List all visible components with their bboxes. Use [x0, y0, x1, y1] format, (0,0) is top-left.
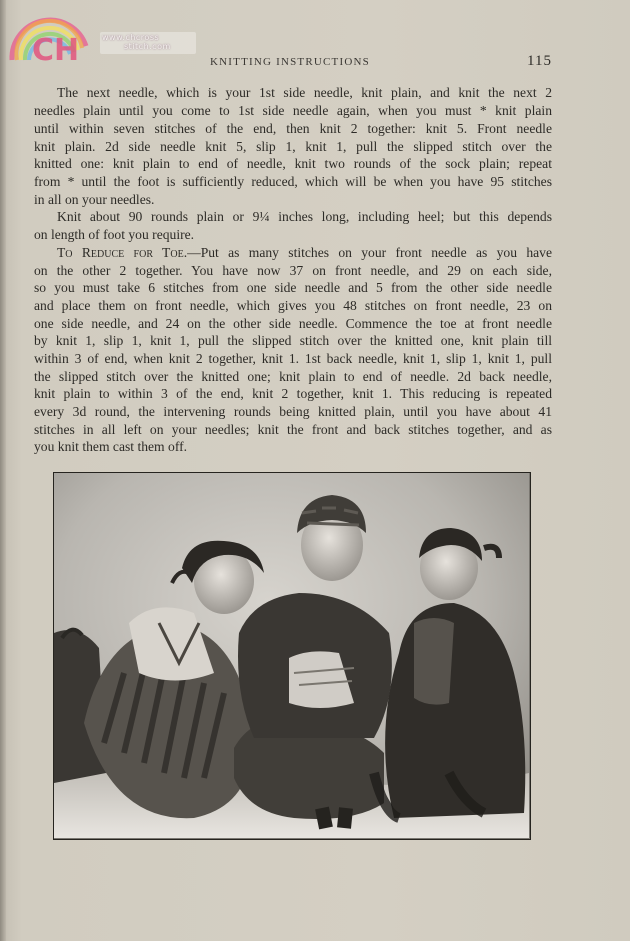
- body-line: in all on your needles.: [34, 192, 155, 207]
- body-line: by knit 1, slip 1, knit 1, pull the slipped stitch over the knitted one, knit plain till: [34, 333, 552, 348]
- body-line: Knit about 90 rounds plain or 9¼ inches long, including heel; but this depends: [57, 209, 552, 224]
- watermark-url-line-2: stitch.com: [124, 42, 171, 51]
- body-line: knitted one: knit plain to end of needle, knit two rounds of the sock plain; repeat: [34, 156, 552, 171]
- watermark-url: [102, 33, 171, 51]
- body-line: within 3 of end, when knit 2 together, knit 1. 1st back needle, knit 1, slip 1, knit 1, pull: [34, 351, 552, 366]
- three-children-knitting-photo: [54, 473, 529, 838]
- page-number: 115: [527, 53, 552, 69]
- body-line: from * until the foot is sufficiently reduced, which will be when you have 95 stitches: [34, 174, 552, 189]
- ch-letters-icon: [30, 30, 90, 64]
- body-line: you knit them cast them off.: [34, 439, 188, 454]
- body-line: stitches in all left on your needles; knit the front and back stitches together, and as: [34, 422, 552, 437]
- body-line: so you must take 6 stitches from one side needle and 5 from the other side needle: [34, 280, 552, 295]
- body-line: knit plain to within 3 of the end, knit 2 together, knit 1. This reducing is repeated: [34, 386, 552, 401]
- body-line: until within seven stitches of the end, then knit 2 together: knit 5. Front needle: [34, 121, 552, 136]
- body-line: The next needle, which is your 1st side needle, knit plain, and knit the next 2: [57, 85, 552, 100]
- body-line: on the other 2 together. You have now 37 on front needle, and 29 on each side,: [34, 263, 552, 278]
- watermark-url-line-1: www.chcross: [102, 33, 160, 42]
- body-line: and place them on front needle, which gives you 48 stitches on front needle, 23 on: [34, 298, 552, 313]
- running-head: KNITTING INSTRUCTIONS: [210, 56, 370, 68]
- body-line: every 3d round, the intervening rounds being knitted plain, until you have about 41: [34, 404, 552, 419]
- body-line: on length of foot you require.: [34, 227, 195, 242]
- watermark-logo: [2, 2, 202, 66]
- body-line: needles plain until you come to 1st side needle again, when you must * knit plain: [34, 103, 552, 118]
- photo-plate: [53, 472, 531, 840]
- svg-text:CH: CH: [32, 33, 80, 64]
- body-line: To Reduce for Toe.—Put as many stitches on your front needle as you have: [57, 245, 552, 260]
- spine-shadow: [0, 0, 6, 941]
- body-line: knit plain. 2d side needle knit 5, slip 1, knit 1, pull the slipped stitch over the: [34, 139, 552, 154]
- body-line: one side needle, and 24 on the other side needle. Commence the toe at front needle: [34, 316, 552, 331]
- body-line: the slipped stitch over the knitted one; knit plain to end of needle. 2d back needle,: [34, 369, 552, 384]
